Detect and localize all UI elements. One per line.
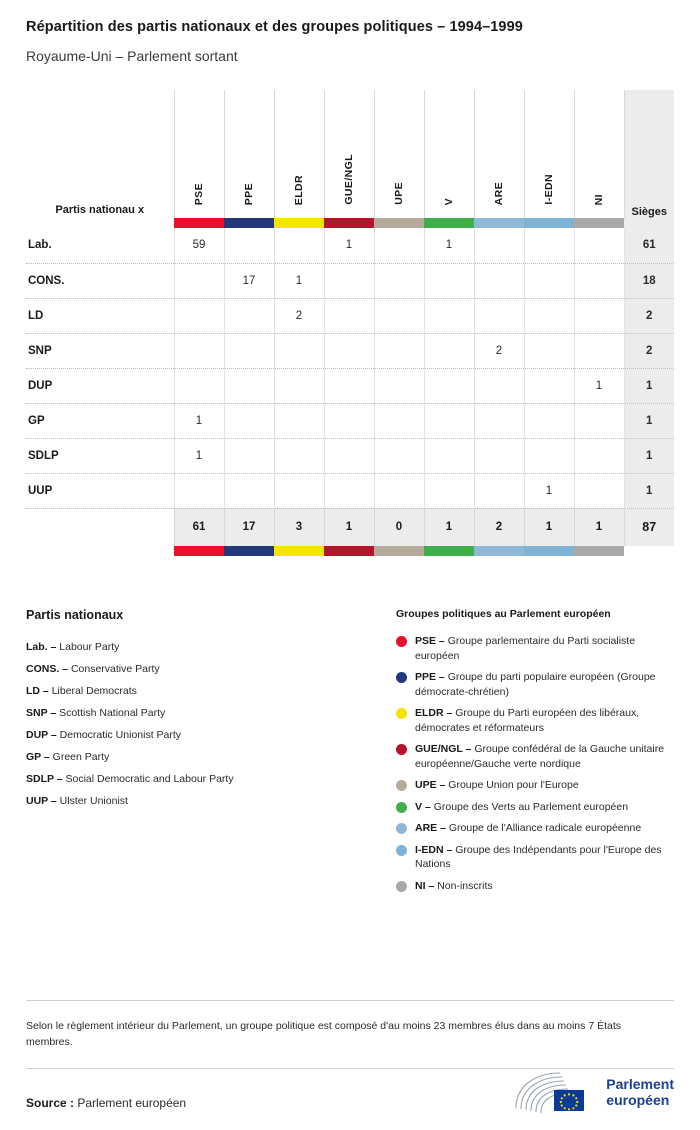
page-subtitle: Royaume-Uni – Parlement sortant xyxy=(26,48,238,64)
group-abbr: PSE – xyxy=(415,635,445,647)
cell xyxy=(374,438,424,473)
party-name: Green Party xyxy=(52,751,110,763)
list-item xyxy=(26,658,396,680)
stripe-iedn xyxy=(524,546,574,556)
color-swatch-icon xyxy=(396,802,407,813)
cell xyxy=(574,438,624,473)
group-entry xyxy=(415,670,674,699)
ep-logo-text xyxy=(606,1076,674,1108)
total-cell: 1 xyxy=(524,508,574,546)
divider-bottom xyxy=(26,1068,674,1069)
row-label: DUP xyxy=(26,368,174,403)
cell: 2 xyxy=(474,333,524,368)
table-row xyxy=(26,228,674,263)
row-label: SNP xyxy=(26,333,174,368)
cell xyxy=(524,403,574,438)
column-label: V xyxy=(443,197,455,205)
cell: 59 xyxy=(174,228,224,263)
stripe-v xyxy=(424,218,474,228)
stripe-spacer xyxy=(26,218,174,228)
cell xyxy=(224,333,274,368)
group-entry xyxy=(415,843,674,872)
group-name: Groupe confédéral de la Gauche unitaire européenne/Gauche verte nordique xyxy=(415,743,665,770)
cell: 1 xyxy=(424,228,474,263)
column-label: ELDR xyxy=(293,174,305,205)
cell: 1 xyxy=(274,263,324,298)
party-abbr: LD – xyxy=(26,685,49,697)
color-swatch-icon xyxy=(396,845,407,856)
source-value: Parlement européen xyxy=(77,1096,187,1110)
color-swatch-icon xyxy=(396,636,407,647)
stripe-guengl xyxy=(324,546,374,556)
group-abbr: GUE/NGL – xyxy=(415,743,472,755)
color-swatch-icon xyxy=(396,708,407,719)
cell xyxy=(374,333,424,368)
row-label: CONS. xyxy=(26,263,174,298)
cell xyxy=(374,298,424,333)
table-row xyxy=(26,333,674,368)
column-header-ni xyxy=(574,90,624,218)
row-label: LD xyxy=(26,298,174,333)
cell xyxy=(174,298,224,333)
list-item xyxy=(26,702,396,724)
cell xyxy=(274,403,324,438)
stripe-eldr xyxy=(274,546,324,556)
cell xyxy=(224,473,274,508)
column-header-guengl xyxy=(324,90,374,218)
cell xyxy=(524,368,574,403)
group-abbr: I-EDN – xyxy=(415,843,453,856)
column-header-upe xyxy=(374,90,424,218)
row-seats: 2 xyxy=(624,298,674,333)
group-entry xyxy=(415,821,641,836)
table-row xyxy=(26,473,674,508)
stripe-are xyxy=(474,546,524,556)
list-item xyxy=(396,634,674,663)
party-abbr: SNP – xyxy=(26,707,57,719)
column-label: GUE/NGL xyxy=(343,154,355,205)
cell xyxy=(324,403,374,438)
group-abbr: PPE – xyxy=(415,671,445,683)
color-swatch-icon xyxy=(396,881,407,892)
stripe-v xyxy=(424,546,474,556)
row-seats: 1 xyxy=(624,368,674,403)
group-name: Groupe Union pour l'Europe xyxy=(448,779,579,791)
cell xyxy=(274,368,324,403)
color-swatch-icon xyxy=(396,823,407,834)
cell xyxy=(374,473,424,508)
totals-row xyxy=(26,508,674,546)
cell xyxy=(374,228,424,263)
cell xyxy=(324,368,374,403)
legend-groups-title: Groupes politiques au Parlement européen xyxy=(396,608,611,620)
grand-total: 87 xyxy=(624,508,674,546)
group-name: Non-inscrits xyxy=(437,879,493,892)
table-row xyxy=(26,403,674,438)
cell xyxy=(474,228,524,263)
group-name: Groupe des Verts au Parlement européen xyxy=(433,800,629,813)
column-header-eldr xyxy=(274,90,324,218)
list-item xyxy=(396,879,674,894)
party-name: Liberal Democrats xyxy=(51,685,137,697)
group-entry xyxy=(415,742,674,771)
matrix-body xyxy=(26,228,674,556)
group-entry xyxy=(415,634,674,663)
party-name: Labour Party xyxy=(59,641,120,653)
cell xyxy=(174,333,224,368)
cell xyxy=(324,473,374,508)
cell xyxy=(474,298,524,333)
row-seats: 18 xyxy=(624,263,674,298)
cell xyxy=(224,228,274,263)
row-seats: 1 xyxy=(624,473,674,508)
cell xyxy=(424,263,474,298)
list-item xyxy=(396,706,674,735)
column-header-pse xyxy=(174,90,224,218)
column-label: UPE xyxy=(393,182,405,205)
group-entry xyxy=(415,778,579,793)
group-entry xyxy=(415,800,628,815)
total-cell: 1 xyxy=(324,508,374,546)
column-header-ppe xyxy=(224,90,274,218)
party-name: Ulster Unionist xyxy=(59,795,128,807)
group-color-stripe-row xyxy=(26,218,674,228)
group-entry xyxy=(415,879,493,894)
column-label: PPE xyxy=(243,182,255,205)
cell xyxy=(174,263,224,298)
stripe-eldr xyxy=(274,218,324,228)
page-title: Répartition des partis nationaux et des groupes politiques – 1994–1999 xyxy=(26,19,523,35)
cell xyxy=(524,333,574,368)
cell xyxy=(274,438,324,473)
cell xyxy=(324,438,374,473)
stripe-upe xyxy=(374,546,424,556)
seats-header: Sièges xyxy=(624,90,674,218)
row-header-label: Partis nationau x xyxy=(55,204,145,216)
color-swatch-icon xyxy=(396,780,407,791)
column-header-v xyxy=(424,90,474,218)
list-item xyxy=(26,680,396,702)
cell xyxy=(574,228,624,263)
group-abbr: ARE – xyxy=(415,822,446,834)
total-cell: 1 xyxy=(424,508,474,546)
stripe-spacer xyxy=(26,546,174,556)
stripe-guengl xyxy=(324,218,374,228)
row-seats: 1 xyxy=(624,403,674,438)
cell: 1 xyxy=(174,438,224,473)
cell xyxy=(424,298,474,333)
group-abbr: V – xyxy=(415,800,431,813)
group-name: Groupe du parti populaire européen (Groupe démocrate-chrétien) xyxy=(415,671,656,698)
group-entry xyxy=(415,706,674,735)
column-label: PSE xyxy=(193,182,205,205)
stripe-are xyxy=(474,218,524,228)
cell xyxy=(524,263,574,298)
cell xyxy=(474,438,524,473)
party-abbr: GP – xyxy=(26,751,50,763)
footnote: Selon le règlement intérieur du Parlement, un groupe politique est composé d'au moins 23 membres élus dans au moins 7 États membres. xyxy=(26,1020,622,1048)
party-abbr: SDLP – xyxy=(26,773,63,785)
list-item xyxy=(396,843,674,872)
stripe-pse xyxy=(174,546,224,556)
cell xyxy=(574,333,624,368)
row-seats: 2 xyxy=(624,333,674,368)
party-name: Scottish National Party xyxy=(59,707,166,719)
cell: 1 xyxy=(324,228,374,263)
group-abbr: ELDR – xyxy=(415,707,453,719)
row-seats: 1 xyxy=(624,438,674,473)
matrix-head xyxy=(26,90,674,228)
cell xyxy=(224,403,274,438)
cell xyxy=(474,473,524,508)
cell xyxy=(324,298,374,333)
cell xyxy=(324,263,374,298)
cell xyxy=(424,368,474,403)
cell: 2 xyxy=(274,298,324,333)
ep-logo-line1: Parlement xyxy=(606,1076,674,1092)
group-name: Groupe parlementaire du Parti socialiste européen xyxy=(415,635,636,662)
color-swatch-icon xyxy=(396,744,407,755)
list-item xyxy=(26,724,396,746)
column-label: NI xyxy=(593,193,605,205)
list-item xyxy=(26,790,396,812)
stripe-upe xyxy=(374,218,424,228)
stripe-total xyxy=(624,546,674,556)
legend-national-parties xyxy=(26,608,396,900)
cell xyxy=(274,333,324,368)
matrix-header-row xyxy=(26,90,674,218)
stripe-ppe xyxy=(224,218,274,228)
total-cell: 17 xyxy=(224,508,274,546)
totals-row-label xyxy=(26,508,174,546)
row-label: SDLP xyxy=(26,438,174,473)
cell xyxy=(424,438,474,473)
color-swatch-icon xyxy=(396,672,407,683)
table-row xyxy=(26,438,674,473)
stripe-total xyxy=(624,218,674,228)
group-name: Groupe des Indépendants pour l'Europe des Nations xyxy=(415,843,662,870)
european-parliament-logo-icon xyxy=(512,1070,598,1114)
cell xyxy=(424,403,474,438)
cell xyxy=(574,403,624,438)
cell xyxy=(524,438,574,473)
cell xyxy=(224,368,274,403)
column-label: I-EDN xyxy=(543,174,555,205)
party-abbr: DUP – xyxy=(26,729,57,741)
party-abbr: CONS. – xyxy=(26,663,69,675)
total-cell: 0 xyxy=(374,508,424,546)
source-line xyxy=(26,1096,186,1110)
list-item xyxy=(26,746,396,768)
cell xyxy=(374,263,424,298)
party-name: Social Democratic and Labour Party xyxy=(65,773,234,785)
stripe-ni xyxy=(574,218,624,228)
legend-parties-title: Partis nationaux xyxy=(26,608,124,622)
cell xyxy=(374,368,424,403)
group-abbr: NI – xyxy=(415,879,435,892)
list-item xyxy=(396,778,674,793)
legends xyxy=(26,608,674,900)
seats-matrix xyxy=(26,90,674,556)
cell xyxy=(574,473,624,508)
column-header-iedn xyxy=(524,90,574,218)
cell xyxy=(574,298,624,333)
list-item xyxy=(26,636,396,658)
stripe-ni xyxy=(574,546,624,556)
cell xyxy=(324,333,374,368)
cell: 1 xyxy=(574,368,624,403)
cell xyxy=(274,228,324,263)
legend-political-groups xyxy=(396,608,674,900)
total-cell: 3 xyxy=(274,508,324,546)
cell xyxy=(474,263,524,298)
divider-top xyxy=(26,1000,674,1001)
total-cell: 61 xyxy=(174,508,224,546)
cell xyxy=(574,263,624,298)
table-row xyxy=(26,263,674,298)
cell xyxy=(174,473,224,508)
table-row xyxy=(26,298,674,333)
group-abbr: UPE – xyxy=(415,779,446,791)
row-seats: 61 xyxy=(624,228,674,263)
party-name: Conservative Party xyxy=(70,663,160,675)
cell xyxy=(424,333,474,368)
row-label: Lab. xyxy=(26,228,174,263)
party-name: Democratic Unionist Party xyxy=(59,729,182,741)
cell xyxy=(224,298,274,333)
cell xyxy=(274,473,324,508)
total-cell: 2 xyxy=(474,508,524,546)
list-item xyxy=(396,821,674,836)
cell xyxy=(474,403,524,438)
list-item xyxy=(396,800,674,815)
cell: 1 xyxy=(174,403,224,438)
stripe-iedn xyxy=(524,218,574,228)
cell xyxy=(424,473,474,508)
cell: 1 xyxy=(524,473,574,508)
table-row xyxy=(26,368,674,403)
stripe-pse xyxy=(174,218,224,228)
group-color-stripe-row-bottom xyxy=(26,546,674,556)
row-label: GP xyxy=(26,403,174,438)
party-abbr: Lab. – xyxy=(26,641,57,653)
cell xyxy=(224,438,274,473)
column-header-are xyxy=(474,90,524,218)
list-item xyxy=(26,768,396,790)
party-abbr: UUP – xyxy=(26,795,57,807)
cell xyxy=(524,228,574,263)
total-cell: 1 xyxy=(574,508,624,546)
ep-logo xyxy=(512,1070,674,1114)
group-name: Groupe du Parti européen des libéraux, démocrates et réformateurs xyxy=(415,707,640,734)
cell xyxy=(474,368,524,403)
stripe-ppe xyxy=(224,546,274,556)
row-label: UUP xyxy=(26,473,174,508)
cell xyxy=(524,298,574,333)
cell xyxy=(174,368,224,403)
cell: 17 xyxy=(224,263,274,298)
column-label: ARE xyxy=(493,181,505,205)
group-name: Groupe de l'Alliance radicale européenne xyxy=(448,822,642,834)
list-item xyxy=(396,742,674,771)
cell xyxy=(374,403,424,438)
source-label: Source : xyxy=(26,1096,75,1110)
ep-logo-line2: européen xyxy=(606,1092,670,1108)
list-item xyxy=(396,670,674,699)
